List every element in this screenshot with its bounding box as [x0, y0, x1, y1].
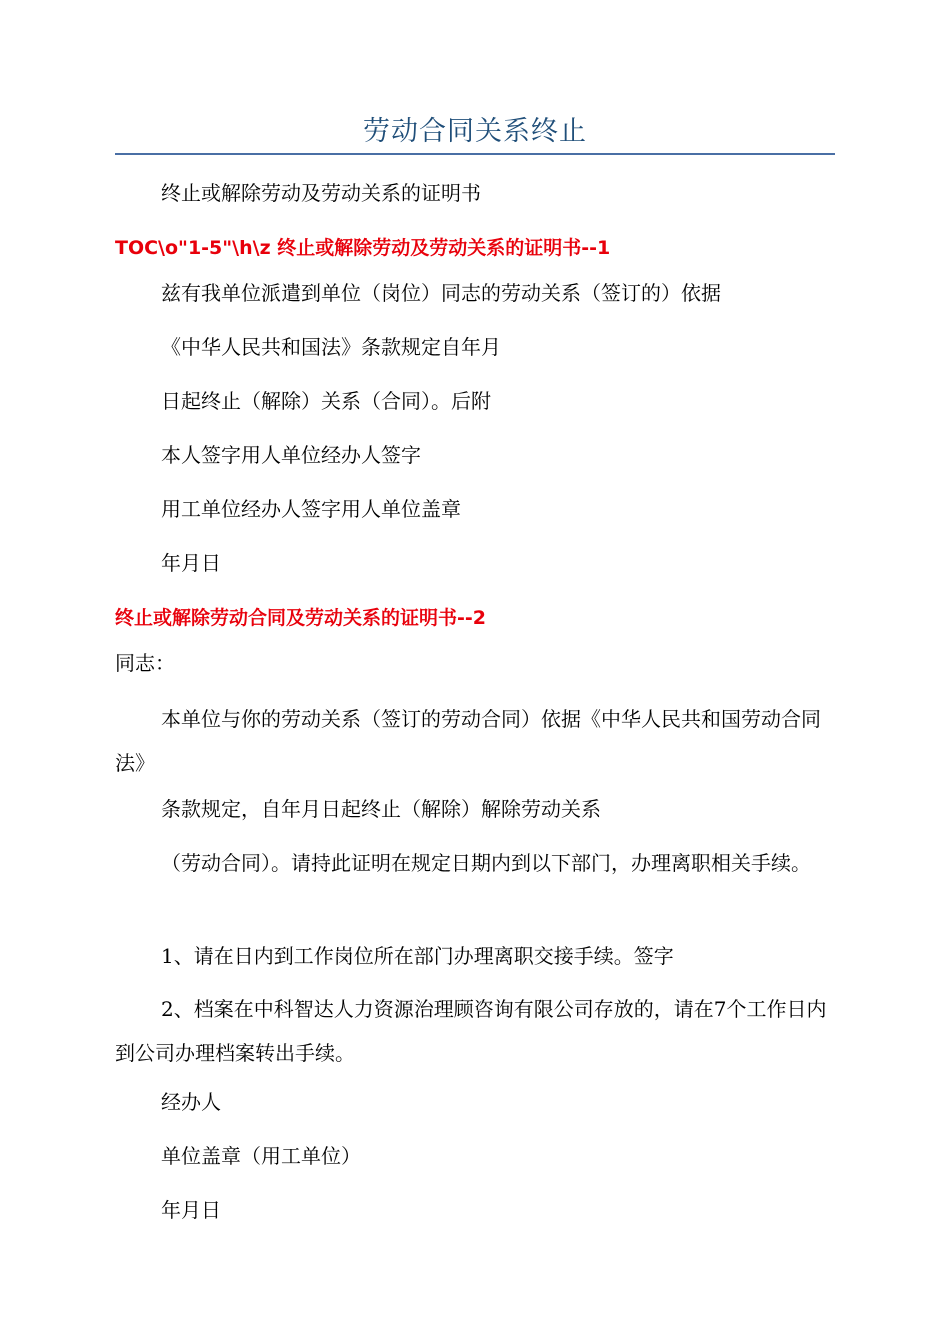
section-1-line-1: 兹有我单位派遣到单位（岗位）同志的劳动关系（签订的）依据 [161, 281, 721, 305]
document-title: 劳动合同关系终止 [363, 116, 587, 147]
section-1-line-4: 本人签字用人单位经办人签字 [161, 443, 421, 467]
section-2-paragraph-1: 本单位与你的劳动关系（签订的劳动合同）依据《中华人民共和国劳动合同法》 [115, 707, 821, 775]
section-2-paragraph-2: 条款规定，自年月日起终止（解除）解除劳动关系 [161, 797, 601, 821]
handler-label: 经办人 [161, 1090, 221, 1114]
date-label: 年月日 [161, 1198, 221, 1222]
section-1-line-3: 日起终止（解除）关系（合同）。后附 [161, 389, 491, 413]
section-1-line-2: 《中华人民共和国法》条款规定自年月 [161, 335, 501, 359]
stamp-label: 单位盖章（用工单位） [161, 1144, 361, 1168]
document-subtitle: 终止或解除劳动及劳动关系的证明书 [161, 181, 481, 205]
section-2-heading: 终止或解除劳动合同及劳动关系的证明书--2 [115, 607, 486, 629]
section-1-heading: TOC\o"1-5"\h\z 终止或解除劳动及劳动关系的证明书--1 [115, 237, 611, 259]
salutation: 同志： [115, 651, 175, 675]
section-2-item-1: 1、请在日内到工作岗位所在部门办理离职交接手续。签字 [161, 944, 674, 968]
section-1-line-5: 用工单位经办人签字用人单位盖章 [161, 497, 461, 521]
section-2-paragraph-3: （劳动合同）。请持此证明在规定日期内到以下部门，办理离职相关手续。 [161, 851, 811, 875]
title-underline [115, 153, 835, 155]
section-2-item-2: 2、档案在中科智达人力资源治理顾咨询有限公司存放的，请在7个工作日内到公司办理档案转出手续。 [115, 997, 827, 1065]
section-1-line-6: 年月日 [161, 551, 221, 575]
